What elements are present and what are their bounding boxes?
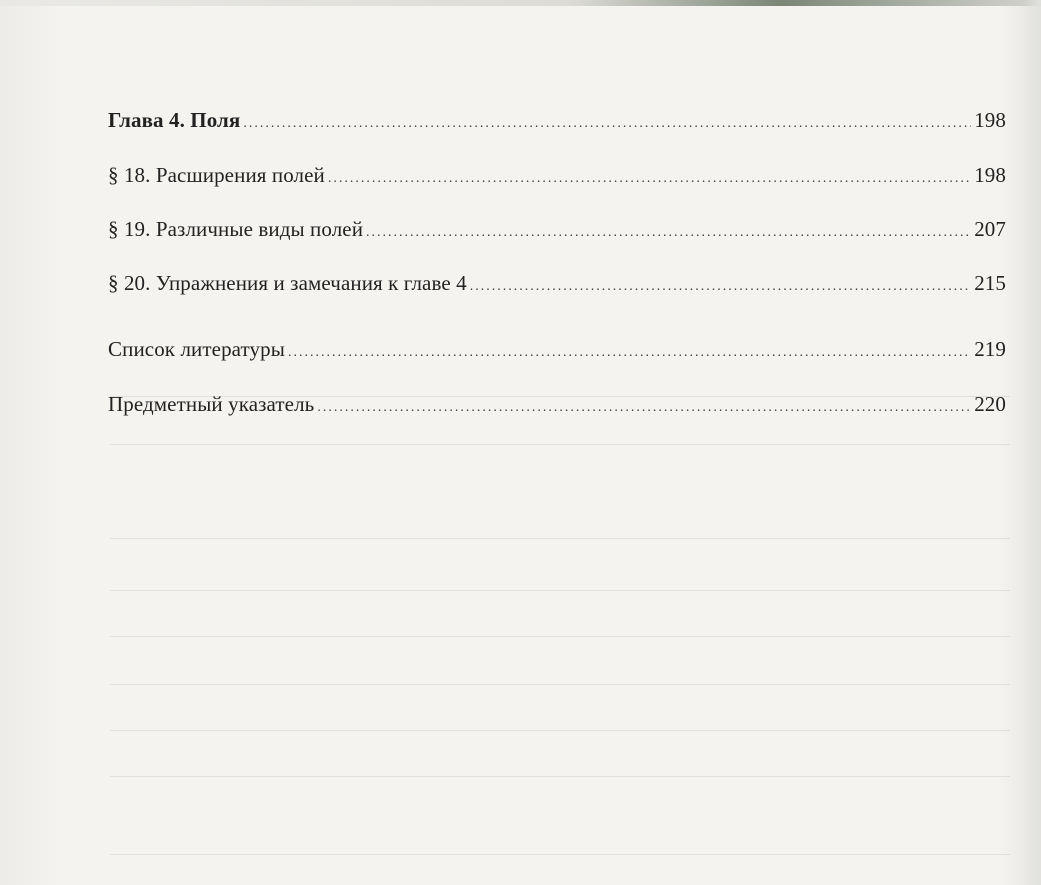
toc-entry-section-19 bbox=[108, 215, 1006, 247]
dot-leader bbox=[288, 339, 971, 367]
dot-leader bbox=[366, 219, 971, 247]
toc-entry-title: Глава 4. Поля bbox=[108, 108, 241, 132]
dot-leader bbox=[470, 273, 971, 301]
toc-entry-section-18 bbox=[108, 161, 1006, 193]
toc-entry-page: 219 bbox=[974, 337, 1006, 361]
toc-entry-title: Список литературы bbox=[108, 337, 285, 361]
page-top-edge bbox=[0, 0, 1041, 6]
toc-entry-title: § 18. Расширения полей bbox=[108, 163, 325, 187]
dot-leader bbox=[328, 165, 971, 193]
toc-entry-chapter-4 bbox=[108, 106, 1006, 138]
dot-leader bbox=[317, 394, 971, 422]
toc-entry-page: 215 bbox=[974, 271, 1006, 295]
page-right-edge bbox=[1023, 0, 1041, 885]
toc-entry-section-20 bbox=[108, 269, 1006, 301]
toc-entry-title: § 19. Различные виды полей bbox=[108, 217, 364, 241]
dot-leader bbox=[243, 110, 971, 138]
toc-entry-title: § 20. Упражнения и замечания к главе 4 bbox=[108, 271, 467, 295]
toc-entry-bibliography bbox=[108, 335, 1006, 367]
toc-entry-page: 220 bbox=[974, 392, 1006, 416]
toc-entry-page: 198 bbox=[974, 163, 1006, 187]
toc-entry-subject-index bbox=[108, 390, 1006, 422]
toc-entry-page: 198 bbox=[974, 108, 1006, 132]
toc-entry-title: Предметный указатель bbox=[108, 392, 315, 416]
table-of-contents bbox=[108, 96, 1006, 422]
toc-entry-page: 207 bbox=[974, 217, 1006, 241]
